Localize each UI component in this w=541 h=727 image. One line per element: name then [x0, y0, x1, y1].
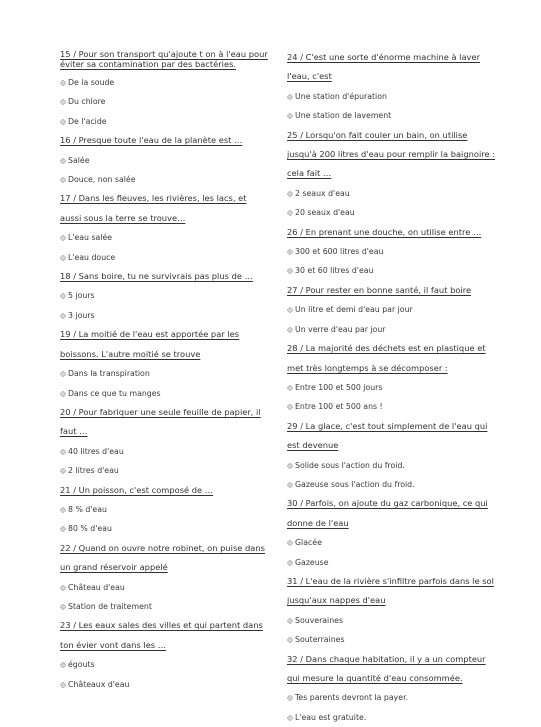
answer-option[interactable]: [60, 73, 270, 92]
answer-label: Souterraines: [295, 635, 345, 645]
answer-label: L'eau est gratuite.: [295, 712, 367, 722]
radio-drop-icon: [60, 468, 66, 474]
question-text: 26 / En prenant une douche, on utilise entre …: [287, 226, 482, 237]
answer-option[interactable]: [60, 112, 270, 131]
radio-drop-icon: [287, 113, 293, 119]
answer-option[interactable]: [287, 184, 499, 203]
answer-label: Douce, non salée: [68, 175, 136, 185]
radio-drop-icon: [60, 119, 66, 125]
answer-label: 40 litres d'eau: [68, 446, 124, 456]
question-21: [60, 481, 270, 539]
answer-label: Entre 100 et 500 jours: [295, 382, 383, 392]
answer-option[interactable]: [60, 675, 270, 694]
question-text: 15 / Pour son transport qu'ajoute t on à l'eau pour éviter sa contamination par des bactéries.: [60, 49, 268, 69]
answer-option[interactable]: [287, 106, 499, 125]
answer-label: Du chlore: [68, 97, 106, 107]
question-17: [60, 189, 270, 267]
radio-drop-icon: [287, 191, 293, 197]
answer-option[interactable]: [287, 261, 499, 280]
answer-label: 5 jours: [68, 291, 95, 301]
radio-drop-icon: [60, 371, 66, 377]
answer-option[interactable]: [287, 87, 499, 106]
answer-option[interactable]: [60, 519, 270, 538]
radio-drop-icon: [60, 682, 66, 688]
radio-drop-icon: [287, 94, 293, 100]
radio-drop-icon: [287, 463, 293, 469]
radio-drop-icon: [60, 235, 66, 241]
question-26: [287, 223, 499, 281]
question-text: 23 / Les eaux sales des villes et qui partent dans ton évier vont dans les …: [60, 620, 263, 650]
answer-option[interactable]: [287, 553, 499, 572]
answer-label: Solide sous l'action du froid.: [295, 460, 405, 470]
answer-label: 8 % d'eau: [68, 504, 107, 514]
question-30: [287, 494, 499, 572]
answer-label: 20 seaux d'eau: [295, 208, 355, 218]
answer-option[interactable]: [287, 320, 499, 339]
answer-label: Dans la transpiration: [68, 369, 150, 379]
question-text: 28 / La majorité des déchets est en plastique et met très longtemps à se décomposer :: [287, 343, 486, 373]
answer-option[interactable]: [287, 708, 499, 727]
answer-label: L'eau salée: [68, 233, 113, 243]
answer-option[interactable]: [287, 242, 499, 261]
radio-drop-icon: [60, 585, 66, 591]
question-text: 30 / Parfois, on ajoute du gaz carbonique, ce qui donne de l'eau: [287, 498, 488, 528]
radio-drop-icon: [60, 177, 66, 183]
question-text: 31 / L'eau de la rivière s'infiltre parfois dans le sol jusqu'aux nappes d'eau: [287, 575, 494, 606]
question-22: [60, 539, 270, 617]
question-text: 18 / Sans boire, tu ne survivrais pas plus de …: [60, 271, 253, 282]
radio-drop-icon: [60, 604, 66, 610]
radio-drop-icon: [287, 404, 293, 410]
answer-option[interactable]: [287, 300, 499, 319]
answer-option[interactable]: [60, 306, 270, 325]
answer-option[interactable]: [60, 578, 270, 597]
radio-drop-icon: [287, 327, 293, 333]
question-text: 27 / Pour rester en bonne santé, il faut boire: [287, 284, 472, 295]
radio-drop-icon: [60, 80, 66, 86]
radio-drop-icon: [287, 637, 293, 643]
right-column: [287, 48, 499, 727]
answer-option[interactable]: [287, 397, 499, 416]
question-text: 20 / Pour fabriquer une seule feuille de papier, il faut …: [60, 406, 261, 437]
question-text: 32 / Dans chaque habitation, il y a un compteur qui mesure la quantité d'eau consommée.: [287, 653, 486, 683]
radio-drop-icon: [287, 695, 293, 701]
answer-option[interactable]: [287, 456, 499, 475]
left-column: [60, 48, 270, 694]
answer-option[interactable]: [60, 286, 270, 305]
answer-label: Une station d'épuration: [295, 91, 387, 101]
radio-drop-icon: [60, 158, 66, 164]
radio-drop-icon: [287, 618, 293, 624]
answer-label: De la soude: [68, 78, 115, 87]
answer-label: Gazeuse: [295, 557, 329, 567]
answer-label: De l'acide: [68, 116, 107, 126]
answer-label: Souveraines: [295, 615, 344, 625]
answer-label: Dans ce que tu manges: [68, 388, 161, 398]
radio-drop-icon: [60, 507, 66, 513]
radio-drop-icon: [60, 391, 66, 397]
question-text: 24 / C'est une sorte d'énorme machine à laver l'eau, c'est: [287, 52, 480, 82]
radio-drop-icon: [60, 526, 66, 532]
answer-option[interactable]: [60, 442, 270, 461]
question-15: [60, 48, 270, 131]
radio-drop-icon: [287, 210, 293, 216]
answer-label: 80 % d'eau: [68, 524, 112, 534]
question-18: [60, 267, 270, 325]
answer-option[interactable]: [287, 475, 499, 494]
answer-label: Un litre et demi d'eau par jour: [295, 305, 413, 315]
radio-drop-icon: [60, 662, 66, 668]
question-29: [287, 417, 499, 495]
question-text: 25 / Lorsqu'on fait couler un bain, on utilise jusqu'à 200 litres d'eau pour remplir la baignoire : cela fait …: [287, 129, 496, 179]
question-text: 16 / Presque toute l'eau de la planète est …: [60, 135, 243, 146]
radio-drop-icon: [287, 482, 293, 488]
answer-option[interactable]: [60, 170, 270, 189]
answer-label: Un verre d'eau par jour: [295, 324, 386, 334]
answer-option[interactable]: [60, 655, 270, 674]
answer-label: Une station de lavement: [295, 111, 392, 121]
question-19: [60, 325, 270, 403]
answer-label: 300 et 600 litres d'eau: [295, 247, 384, 257]
answer-label: 30 et 60 litres d'eau: [295, 266, 374, 276]
answer-label: Gazeuse sous l'action du froid.: [295, 479, 415, 489]
question-27: [287, 281, 499, 339]
question-20: [60, 403, 270, 481]
answer-option[interactable]: [287, 611, 499, 630]
answer-option[interactable]: [287, 630, 499, 649]
answer-option[interactable]: [60, 151, 270, 170]
answer-option[interactable]: [60, 228, 270, 247]
answer-option[interactable]: [60, 364, 270, 383]
radio-drop-icon: [287, 385, 293, 391]
answer-option[interactable]: [60, 461, 270, 480]
question-text: 19 / La moitié de l'eau est apportée par les boissons. L'autre moitié se trouve: [60, 329, 240, 359]
radio-drop-icon: [60, 313, 66, 319]
answer-label: 3 jours: [68, 310, 95, 320]
answer-label: Tes parents devront la payer.: [295, 693, 409, 703]
answer-option[interactable]: [287, 378, 499, 397]
answer-label: Station de traitement: [68, 601, 152, 611]
answer-option[interactable]: [287, 203, 499, 222]
radio-drop-icon: [287, 715, 293, 721]
answer-label: Glacée: [295, 538, 322, 548]
question-text: 22 / Quand on ouvre notre robinet, on puise dans un grand réservoir appelé: [60, 542, 265, 573]
question-text: 29 / La glace, c'est tout simplement de l'eau qui est devenue: [287, 420, 488, 451]
question-28: [287, 339, 499, 417]
answer-label: 2 litres d'eau: [68, 466, 119, 476]
question-text: 17 / Dans les fleuves, les rivières, les lacs, et aussi sous la terre se trouve…: [60, 193, 247, 223]
answer-option[interactable]: [60, 92, 270, 111]
radio-drop-icon: [60, 255, 66, 261]
answer-label: Châteaux d'eau: [68, 679, 130, 689]
answer-option[interactable]: [60, 597, 270, 616]
radio-drop-icon: [287, 268, 293, 274]
answer-label: Entre 100 et 500 ans !: [295, 402, 383, 412]
question-31: [287, 572, 499, 650]
question-text: 21 / Un poisson, c'est composé de …: [60, 484, 214, 495]
answer-option[interactable]: [60, 248, 270, 267]
question-24: [287, 48, 499, 126]
question-25: [287, 126, 499, 223]
question-23: [60, 616, 270, 694]
answer-option[interactable]: [60, 384, 270, 403]
radio-drop-icon: [60, 99, 66, 105]
answer-label: L'eau douce: [68, 252, 116, 262]
question-16: [60, 131, 270, 189]
answer-option[interactable]: [287, 533, 499, 552]
radio-drop-icon: [287, 249, 293, 255]
radio-drop-icon: [60, 449, 66, 455]
answer-option[interactable]: [60, 500, 270, 519]
radio-drop-icon: [60, 293, 66, 299]
radio-drop-icon: [287, 540, 293, 546]
answer-label: 2 seaux d'eau: [295, 188, 350, 198]
answer-label: égouts: [68, 660, 95, 670]
answer-option[interactable]: [287, 688, 499, 707]
radio-drop-icon: [287, 560, 293, 566]
radio-drop-icon: [287, 307, 293, 313]
answer-label: Salée: [68, 155, 90, 165]
answer-label: Château d'eau: [68, 582, 125, 592]
question-32: [287, 650, 499, 727]
